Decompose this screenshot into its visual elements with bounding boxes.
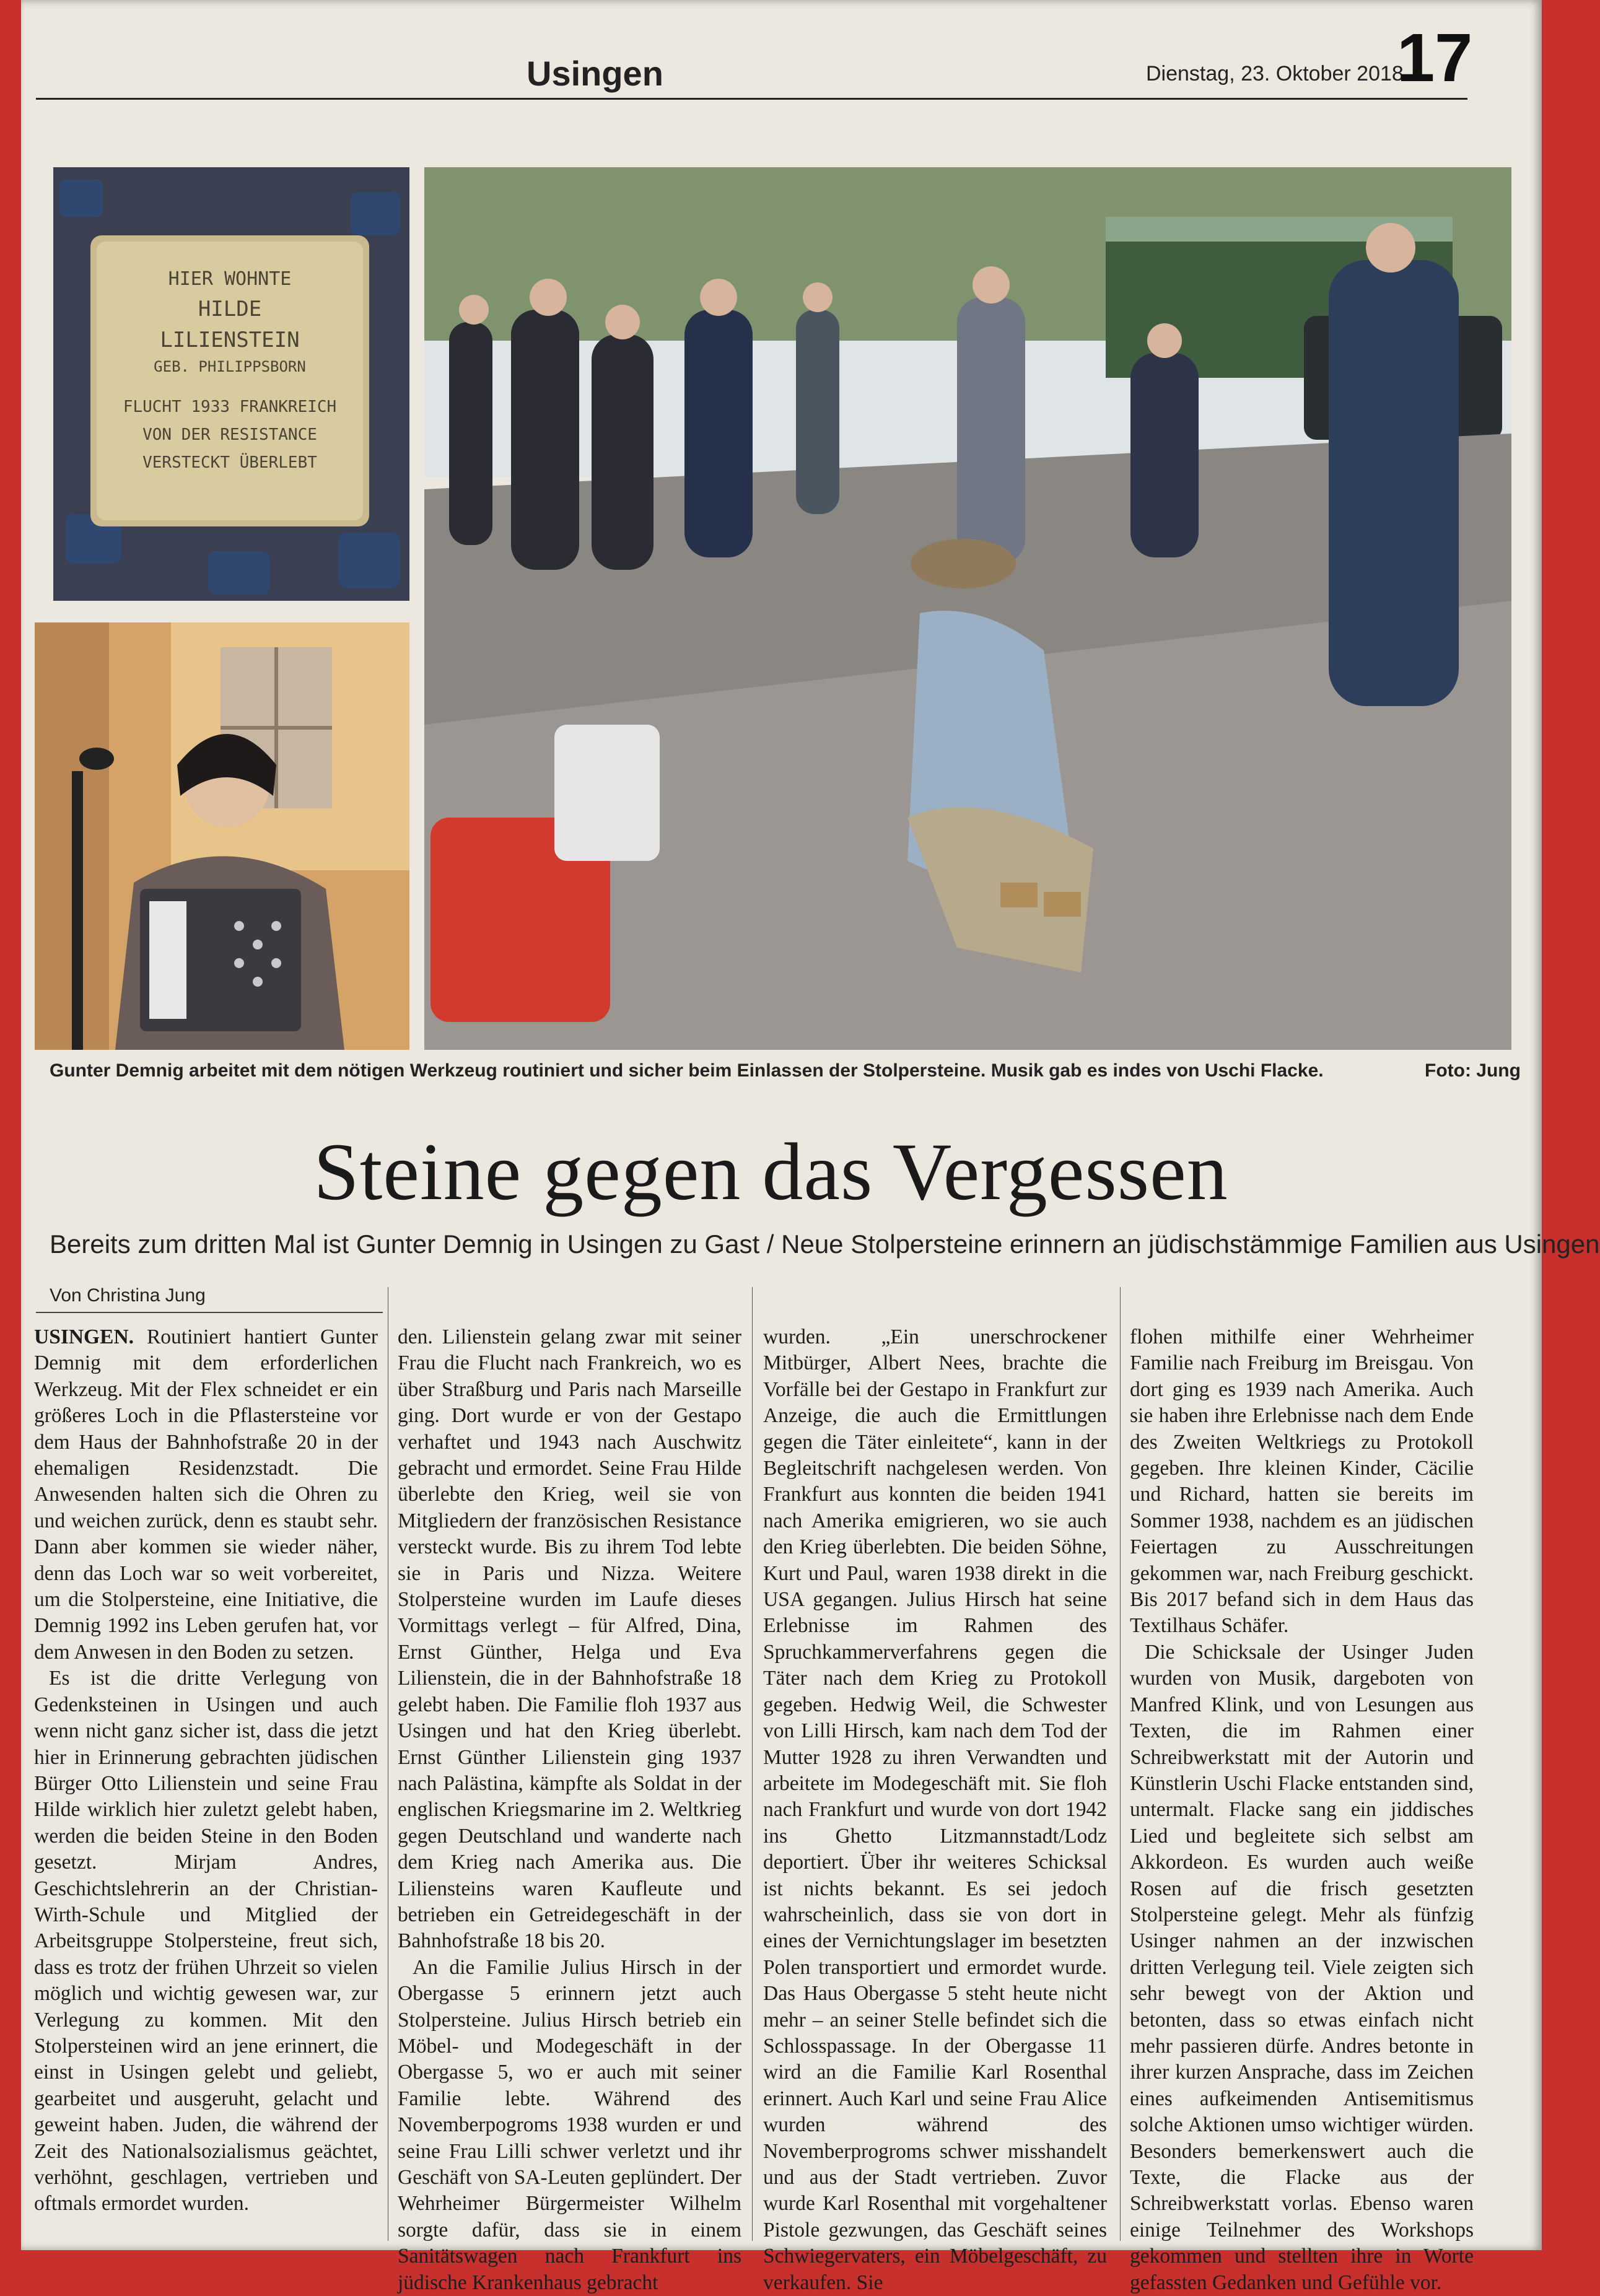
article-column-2	[398, 1324, 741, 2294]
byline: Von Christina Jung	[50, 1285, 206, 1306]
article-paragraph: wurden. „Ein unerschrockener Mitbürger, Albert Nees, brachte die Vorfälle bei der Gestapo in Frankfurt zur Anzeige, die auch die Ermittlungen gegen die Täter einleitete“, kann in der Begleitschrift nachgelesen werden. Von Frankfurt aus konnten die beiden 1941 nach Amerika emigrieren, wo sie auch den Krieg überlebten. Die beiden Söhne, Kurt und Paul, waren 1938 direkt in die USA gegangen. Julius Hirsch hat seine Erlebnisse im Rahmen des Spruchkammerverfahrens gegen die Täter nach dem Krieg zu Protokoll gegeben. Hedwig Weil, die Schwester von Lilli Hirsch, kam nach dem Tod der Mutter 1928 zu ihren Verwandten und arbeitete im Modegeschäft mit. Sie floh nach Frankfurt und wurde von dort 1942 ins Ghetto Litzmannstadt/Lodz deportiert. Über ihr weiteres Schicksal ist nichts bekannt. Es sei jedoch wahrscheinlich, dass sie von dort in eines der Vernichtungslager im besetzten Polen transportiert und ermordet wurde. Das Haus Obergasse 5 steht heute nicht mehr – an seiner Stelle befindet sich die Schlosspassage. In der Obergasse 11 wird an die Familie Karl Rosenthal erinnert. Auch Karl und seine Frau Alice wurden während des Novemberprogroms schwer misshandelt und aus der Stadt vertrieben. Zuvor wurde Karl Rosenthal mit vorgehaltener Pistole gezwungen, das Geschäft seines Schwiegervaters, ein Möbelgeschäft, zu verkaufen. Sie	[763, 1325, 1107, 2294]
article-paragraph: An die Familie Julius Hirsch in der Obergasse 5 erinnern jetzt auch Stolpersteine. Julius Hirsch betrieb ein Möbel- und Modegeschäft in der Obergasse 5, wo er auch mit seiner Familie lebte. Während des Novemberpogroms 1938 wurden er und seine Frau Lilli schwer verletzt und ihr Geschäft von SA-Leuten geplündert. Der Wehrheimer Bürgermeister Wilhelm sorgte dafür, dass sie in einem Sanitätswagen nach Frankfurt ins jüdische Krankenhaus gebracht	[398, 1955, 741, 2294]
article-paragraph: USINGEN. Routiniert hantiert Gunter Demnig mit dem erforderlichen Werkzeug. Mit der Flex schneidet er ein größeres Loch in die Pflastersteine vor dem Haus der Bahnhofstraße 20 in der ehemaligen Residenzstadt. Die Anwesenden halten sich die Ohren zu und weichen zurück, denn es staubt sehr. Dann aber kommen sie wieder näher, denn das Loch war so weit vorbereitet, um die Stolpersteine, eine Initiative, die Demnig 1992 ins Leben gerufen hat, vor dem Anwesen in den Boden zu setzen.	[34, 1325, 378, 1664]
section-title: Usingen	[527, 54, 663, 93]
article-paragraph: Die Schicksale der Usinger Juden wurden von Musik, dargeboten von Manfred Klink, und von Lesungen aus Texten, die im Rahmen einer Schreibwerkstatt mit der Autorin und Künstlerin Uschi Flacke entstanden sind, untermalt. Flacke sang ein jiddisches Lied und begleitete sich selbst am Akkordeon. Es wurden auch weiße Rosen auf die frisch gesetzten Stolpersteine gelegt. Mehr als fünfzig Usinger nahmen an der inzwischen dritten Verlegung teil. Viele zeigten sich sehr bewegt von der Aktion und betonten, dass so etwas einfach nicht mehr passieren dürfe. Andres betonte in ihrer kurzen Ansprache, dass im Zeichen eines aufkeimenden Antisemitismus solche Aktionen umso wichtiger würden. Besonders bemerkenswert auch die Texte, die Flacke aus der Schreibwerkstatt vorlas. Ebenso waren einige Teilnehmer des Workshops gekommen und stellten ihre in Worte gefassten Gedanken und Gefühle vor.	[1130, 1640, 1474, 2294]
accordion-photo	[35, 622, 409, 1050]
header-rule	[36, 98, 1467, 100]
stone-text-5: FLUCHT 1933 FRANKREICH	[123, 398, 337, 416]
subheadline: Bereits zum dritten Mal ist Gunter Demnig in Usingen zu Gast / Neue Stolpersteine erinnern an jüdischstämmige Familien aus Usingen	[50, 1229, 1600, 1259]
article-column-1	[34, 1324, 378, 2241]
headline: Steine gegen das Vergessen	[313, 1126, 1228, 1217]
article-column-4	[1130, 1324, 1474, 2294]
byline-rule	[36, 1312, 383, 1313]
stone-text-6: VON DER RESISTANCE	[142, 426, 317, 444]
photo-credit: Foto: Jung	[1425, 1060, 1521, 1081]
article-column-3	[763, 1324, 1107, 2294]
stone-text-3: LILIENSTEIN	[160, 328, 300, 352]
main-scene-photo	[424, 167, 1511, 1050]
issue-date: Dienstag, 23. Oktober 2018	[1146, 62, 1404, 85]
dateline: USINGEN.	[34, 1325, 134, 1348]
photo-caption: Gunter Demnig arbeitet mit dem nötigen Werkzeug routiniert und sicher beim Einlassen der Stolpersteine. Musik gab es indes von Uschi Flacke.	[50, 1060, 1324, 1081]
article-paragraph: Es ist die dritte Verlegung von Gedenksteinen in Usingen und auch wenn nicht ganz sicher ist, dass die jetzt hier in Erinnerung gebrachten jüdischen Bürger Otto Lilienstein und seine Frau Hilde wirklich hier zuletzt gelebt haben, werden die beiden Steine in den Boden gesetzt. Mirjam Andres, Geschichtslehrerin an der Christian-Wirth-Schule und Mitglied der Arbeitsgruppe Stolpersteine, freut sich, dass es trotz der frühen Uhrzeit so vielen möglich und wichtig gewesen war, zur Verlegung zu kommen. Mit den Stolpersteinen wird an jene erinnert, die einst in Usingen gelebt und geliebt, gearbeitet und ausgeruht, gelacht und geweint haben. Juden, die während der Zeit des Nationalsozialismus geächtet, verhöhnt, geschlagen, vertrieben und oftmals ermordet wurden.	[34, 1667, 378, 2215]
page-number: 17	[1397, 20, 1473, 96]
article-paragraph: den. Lilienstein gelang zwar mit seiner Frau die Flucht nach Frankreich, wo es über Straßburg und Paris nach Marseille ging. Dort wurde er von der Gestapo verhaftet und 1943 nach Auschwitz gebracht und ermordet. Seine Frau Hilde überlebte den Krieg, weil sie von Mitgliedern der französischen Resistance versteckt wurde. Bis zu ihrem Tod lebte sie in Paris und Nizza. Weitere Stolpersteine wurden im Laufe dieses Vormittags verlegt – für Alfred, Dina, Ernst Günther, Helga und Eva Lilienstein, die in der Bahnhofstraße 18 gelebt haben. Die Familie floh 1937 aus Usingen und hat den Krieg überlebt. Ernst Günther Lilienstein ging 1937 nach Palästina, kämpfte als Soldat in der englischen Kriegsmarine im 2. Weltkrieg gegen Deutschland und wanderte nach dem Krieg nach Amerika aus. Die Liliensteins waren Kaufleute und betrieben ein Getreidegeschäft in der Bahnhofstraße 18 bis 20.	[398, 1325, 741, 1953]
stone-text-2: HILDE	[198, 297, 262, 321]
column-divider	[1120, 1287, 1121, 2241]
stone-text-4: GEB. PHILIPPSBORN	[154, 358, 306, 375]
stone-text-1: HIER WOHNTE	[168, 268, 292, 290]
stolperstein-photo	[53, 167, 409, 601]
column-divider	[752, 1287, 753, 2241]
stone-text-7: VERSTECKT ÜBERLEBT	[142, 453, 317, 472]
article-paragraph: flohen mithilfe einer Wehrheimer Familie nach Freiburg im Breisgau. Von dort ging es 1939 nach Amerika. Auch sie haben ihre Erlebnisse nach dem Ende des Zweiten Weltkriegs zu Protokoll gegeben. Ihre kleinen Kinder, Cäcilie und Richard, hatten sie bereits im Sommer 1938, nachdem es an jüdischen Feiertagen zu Ausschreitungen gekommen war, nach Freiburg geschickt. Bis 2017 befand sich in dem Haus das Textilhaus Schäfer.	[1130, 1325, 1474, 1638]
